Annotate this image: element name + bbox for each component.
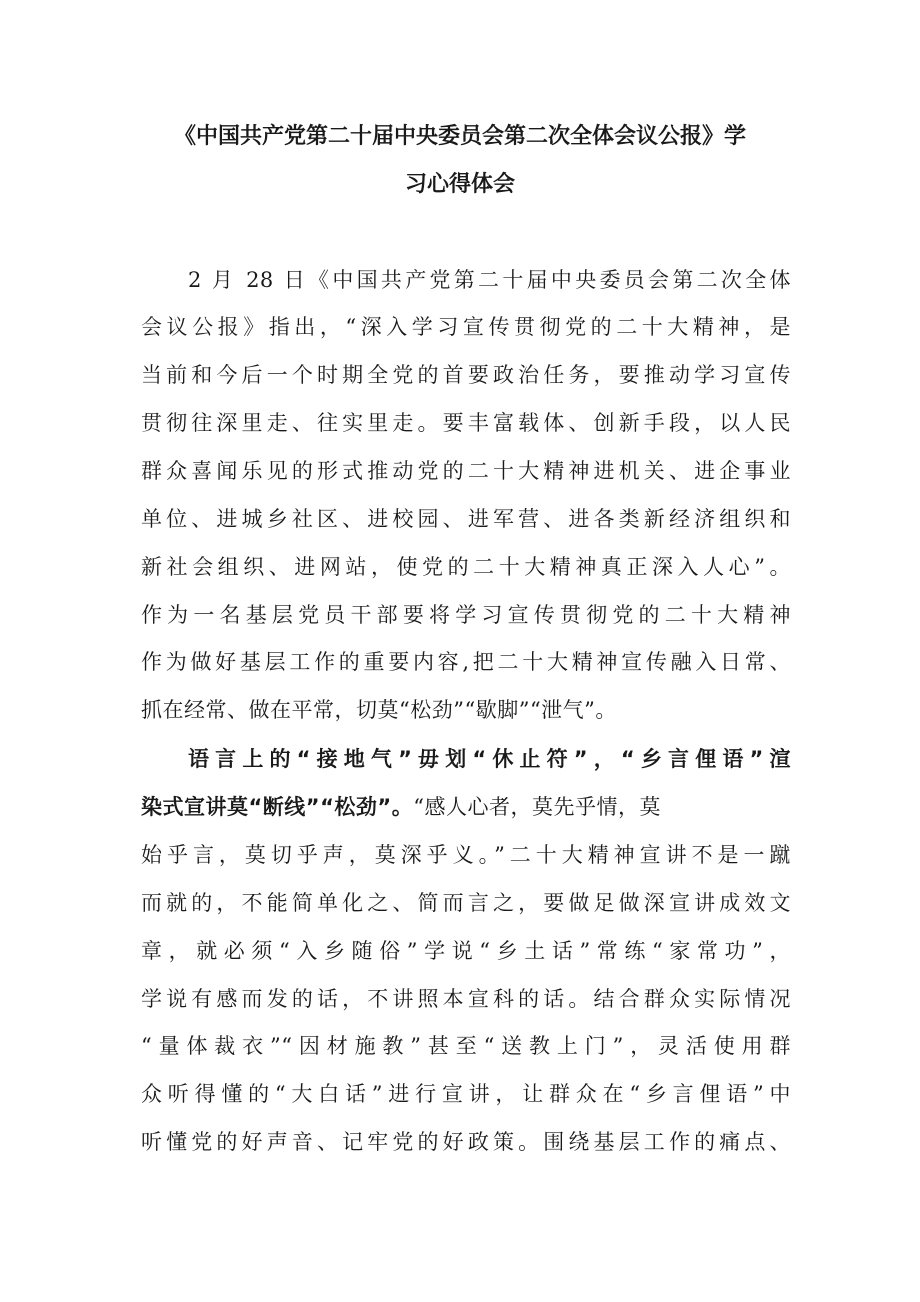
paragraph-2-line: 听懂党的好声音、记牢党的好政策。围绕基层工作的痛点、 — [141, 1130, 791, 1154]
paragraph-1-line: 2 月 28 日《中国共产党第二十届中央委员会第二次全体 — [188, 268, 791, 292]
paragraph-1-line: 群众喜闻乐见的形式推动党的二十大精神进机关、进企事业 — [141, 459, 791, 483]
paragraph-1-line: 单位、进城乡社区、进校园、进军营、进各类新经济组织和 — [141, 507, 791, 531]
paragraph-2-line: 而就的，不能简单化之、简而言之，要做足做深宣讲成效文 — [141, 891, 791, 915]
paragraph-1-line: 抓在经常、做在平常，切莫“松劲”“歇脚”“泄气”。 — [141, 698, 617, 722]
paragraph-1-line: 会议公报》指出，“深入学习宣传贯彻党的二十大精神，是 — [141, 315, 791, 339]
paragraph-2-heading-tail: 染式宣讲莫“断线”“松劲”。 — [141, 795, 414, 819]
paragraph-2-line-rest: “感人心者，莫先乎情，莫 — [413, 795, 661, 819]
document-title-line-2: 习心得体会 — [404, 172, 515, 197]
document-title-line-1: 《中国共产党第二十届中央委员会第二次全体会议公报》学 — [173, 124, 746, 149]
paragraph-1-line: 作为一名基层党员干部要将学习宣传贯彻党的二十大精神 — [141, 603, 791, 627]
paragraph-2-line: 众听得懂的“大白话”进行宣讲，让群众在“乡言俚语”中 — [141, 1082, 791, 1106]
paragraph-2-heading-line: 语言上的“接地气”毋划“休止符”，“乡言俚语”渲 — [188, 747, 791, 771]
paragraph-1-line: 作为做好基层工作的重要内容,把二十大精神宣传融入日常、 — [141, 650, 791, 674]
paragraph-2-line: “量体裁衣”“因材施教”甚至“送教上门”，灵活使用群 — [141, 1034, 791, 1058]
paragraph-2-line: 始乎言，莫切乎声，莫深乎义。”二十大精神宣讲不是一蹴 — [141, 843, 791, 867]
paragraph-2-line — [141, 797, 791, 818]
paragraph-1-line: 贯彻往深里走、往实里走。要丰富载体、创新手段，以人民 — [141, 411, 791, 435]
paragraph-2-line: 章，就必须“入乡随俗”学说“乡土话”常练“家常功”， — [141, 939, 791, 963]
paragraph-1-line: 当前和今后一个时期全党的首要政治任务，要推动学习宣传 — [141, 363, 791, 387]
paragraph-1-line: 新社会组织、进网站，使党的二十大精神真正深入人心”。 — [141, 555, 791, 579]
paragraph-2-line: 学说有感而发的话，不讲照本宣科的话。结合群众实际情况 — [141, 987, 791, 1011]
